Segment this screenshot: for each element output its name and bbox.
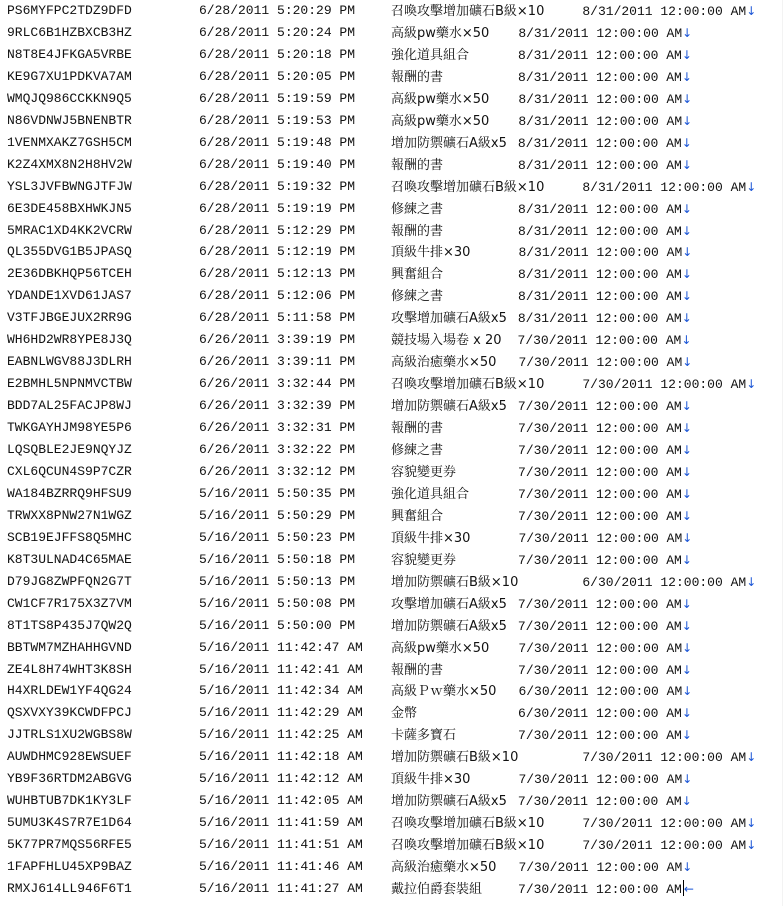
item-name: 頂級牛排×30 [391, 772, 471, 788]
item-cell [391, 154, 692, 177]
serial-code[interactable]: BDD7AL25FACJP8WJ [7, 398, 132, 414]
line-break-arrow-icon: ↓ [682, 684, 693, 699]
item-name: 報酬的書 [391, 223, 444, 239]
created-timestamp: 6/26/2011 3:39:19 PM [199, 332, 356, 348]
item-name: 高級pw藥水×50 [391, 640, 490, 656]
table-row [0, 724, 783, 746]
created-timestamp: 6/26/2011 3:32:12 PM [199, 463, 356, 479]
item-cell [391, 637, 692, 660]
line-break-arrow-icon: ↓ [681, 69, 692, 84]
item-name: 高級Ｐｗ藥水×50 [391, 684, 497, 700]
line-break-arrow-icon: ↓ [681, 267, 692, 282]
expiry-timestamp: 8/31/2011 12:00:00 AM [582, 179, 747, 195]
expiry-timestamp: 8/31/2011 12:00:00 AM [518, 69, 682, 85]
item-cell [391, 505, 692, 528]
item-cell [391, 417, 692, 440]
table-row [0, 615, 783, 637]
serial-code[interactable]: 5K77PR7MQS56RFE5 [7, 837, 132, 853]
expiry-timestamp: 8/31/2011 12:00:00 AM [518, 91, 683, 107]
created-timestamp: 5/16/2011 5:50:08 PM [199, 595, 356, 611]
serial-code[interactable]: 1FAPFHLU45XP9BAZ [7, 859, 132, 875]
expiry-timestamp: 7/30/2011 12:00:00 AM [518, 464, 682, 480]
item-cell [391, 66, 692, 89]
item-name: 增加防禦礦石A級x5 [391, 135, 507, 151]
line-break-arrow-icon: ↓ [681, 47, 692, 62]
item-name: 增加防禦礦石A級x5 [391, 399, 507, 415]
table-row [0, 659, 783, 681]
serial-code[interactable]: ZE4L8H74WHT3K8SH [7, 661, 132, 677]
created-timestamp: 5/16/2011 11:42:34 AM [199, 683, 363, 699]
item-name: 召喚攻擊增加礦石B級×10 [391, 838, 545, 854]
line-break-arrow-icon: ↓ [681, 201, 692, 216]
line-break-arrow-icon: ↓ [681, 706, 692, 721]
expiry-timestamp: 7/30/2011 12:00:00 AM [582, 816, 747, 832]
item-name: 增加防禦礦石B級×10 [391, 750, 519, 766]
item-cell [391, 439, 692, 462]
serial-code[interactable]: RMXJ614LL946F6T1 [7, 881, 132, 896]
created-timestamp: 5/16/2011 11:41:59 AM [199, 815, 363, 831]
item-cell [391, 285, 692, 308]
item-cell [391, 351, 692, 374]
item-name: 增加防禦礦石A級x5 [391, 794, 507, 810]
line-break-arrow-icon: ↓ [682, 860, 693, 875]
expiry-timestamp: 7/30/2011 12:00:00 AM [518, 552, 682, 568]
item-cell [391, 768, 692, 791]
created-timestamp: 5/16/2011 5:50:23 PM [199, 529, 356, 545]
item-name: 修練之書 [391, 289, 444, 305]
created-timestamp: 6/26/2011 3:32:39 PM [199, 398, 356, 414]
item-name: 報酬的書 [391, 69, 444, 85]
item-cell [391, 88, 692, 111]
expiry-timestamp: 8/31/2011 12:00:00 AM [518, 25, 683, 41]
created-timestamp: 6/28/2011 5:12:13 PM [199, 266, 356, 282]
serial-code[interactable]: N8T8E4JFKGA5VRBE [7, 46, 132, 62]
item-name: 高級治癒藥水×50 [391, 860, 497, 876]
serial-code[interactable]: D79JG8ZWPFQN2G7T [7, 573, 132, 589]
expiry-timestamp: 8/31/2011 12:00:00 AM [518, 245, 683, 261]
expiry-timestamp: 8/31/2011 12:00:00 AM [517, 311, 682, 327]
expiry-timestamp: 6/30/2011 12:00:00 AM [518, 706, 682, 722]
line-break-arrow-icon: ↓ [681, 135, 692, 150]
line-break-arrow-icon: ↓ [746, 750, 757, 765]
table-row [0, 329, 783, 351]
item-name: 增加防禦礦石A級x5 [391, 618, 507, 634]
item-name: 容貌變更券 [391, 552, 457, 568]
created-timestamp: 6/28/2011 5:19:40 PM [199, 156, 356, 172]
expiry-timestamp: 6/30/2011 12:00:00 AM [518, 684, 683, 700]
created-timestamp: 5/16/2011 11:42:47 AM [199, 639, 363, 655]
item-cell [391, 746, 756, 769]
item-name: 攻擊增加礦石A級x5 [391, 311, 507, 327]
item-cell [391, 856, 692, 879]
table-row [0, 198, 783, 220]
expiry-timestamp: 7/30/2011 12:00:00 AM [582, 377, 747, 393]
item-cell [391, 702, 692, 725]
item-cell [391, 527, 692, 550]
item-cell [391, 176, 756, 199]
created-timestamp: 6/28/2011 5:20:05 PM [199, 68, 356, 84]
item-name: 頂級牛排×30 [391, 245, 471, 261]
line-break-arrow-icon: ↓ [746, 377, 757, 392]
expiry-timestamp: 7/30/2011 12:00:00 AM [518, 772, 683, 788]
created-timestamp: 5/16/2011 5:50:18 PM [199, 551, 356, 567]
line-break-arrow-icon: ↓ [682, 640, 693, 655]
item-name: 容貌變更券 [391, 464, 457, 480]
item-cell [391, 307, 692, 330]
table-row [0, 373, 783, 395]
serial-code[interactable]: YB9F36RTDM2ABGVG [7, 771, 132, 787]
expiry-timestamp: 7/30/2011 12:00:00 AM [518, 640, 683, 656]
line-break-arrow-icon: ↓ [682, 530, 693, 545]
item-cell [391, 198, 692, 221]
item-cell [391, 110, 692, 133]
created-timestamp: 6/28/2011 5:19:48 PM [199, 134, 356, 150]
line-break-arrow-icon: ↓ [681, 486, 692, 501]
item-name: 金幣 [391, 706, 418, 722]
item-cell [391, 22, 692, 45]
serial-code[interactable]: H4XRLDEW1YF4QG24 [7, 683, 132, 699]
created-timestamp: 6/28/2011 5:19:53 PM [199, 112, 356, 128]
line-break-arrow-icon: ↓ [746, 574, 757, 589]
item-cell [391, 44, 692, 67]
expiry-timestamp: 7/30/2011 12:00:00 AM [518, 421, 682, 437]
line-break-arrow-icon: ↓ [682, 25, 693, 40]
line-break-arrow-icon: ↓ [746, 179, 757, 194]
created-timestamp: 5/16/2011 11:42:41 AM [199, 661, 363, 677]
serial-code[interactable]: 8T1TS8P435J7QW2Q [7, 617, 132, 633]
line-break-arrow-icon: ↓ [681, 289, 692, 304]
expiry-timestamp: 7/30/2011 12:00:00 AM [517, 399, 682, 415]
created-timestamp: 5/16/2011 5:50:35 PM [199, 485, 356, 501]
item-name: 強化道具組合 [391, 486, 470, 502]
line-break-arrow-icon: ↓ [682, 355, 693, 370]
item-cell [391, 373, 756, 396]
table-row [0, 856, 783, 878]
created-timestamp: 5/16/2011 11:42:18 AM [199, 749, 363, 765]
created-timestamp: 6/28/2011 5:20:18 PM [199, 46, 356, 62]
serial-code[interactable]: SCB19EJFFS8Q5MHC [7, 529, 132, 545]
serial-code[interactable]: YDANDE1XVD61JAS7 [7, 288, 132, 304]
item-cell [391, 834, 756, 857]
created-timestamp: 5/16/2011 5:50:13 PM [199, 573, 356, 589]
serial-code[interactable]: CW1CF7R175X3Z7VM [7, 595, 132, 611]
table-row [0, 307, 783, 329]
table-row [0, 44, 783, 66]
table-row [0, 768, 783, 790]
table-row [0, 680, 783, 702]
item-cell [391, 329, 691, 352]
serial-code[interactable]: K8T3ULNAD4C65MAE [7, 551, 132, 567]
table-row [0, 88, 783, 110]
serial-code[interactable]: 5MRAC1XD4KK2VCRW [7, 222, 132, 238]
created-timestamp: 5/16/2011 11:42:29 AM [199, 705, 363, 721]
created-timestamp: 6/28/2011 5:11:58 PM [199, 310, 356, 326]
expiry-timestamp: 7/30/2011 12:00:00 AM [518, 443, 682, 458]
serial-code[interactable]: 9RLC6B1HZBXCB3HZ [7, 24, 132, 40]
table-row [0, 593, 783, 615]
item-name: 強化道具組合 [391, 47, 470, 63]
item-name: 增加防禦礦石B級×10 [391, 574, 519, 590]
expiry-timestamp: 7/30/2011 12:00:00 AM [517, 794, 682, 810]
created-timestamp: 6/26/2011 3:32:44 PM [199, 376, 356, 392]
item-name: 報酬的書 [391, 662, 444, 678]
table-row [0, 220, 783, 242]
item-name: 戴拉伯爵套裝組 [391, 882, 483, 897]
table-row [0, 110, 783, 132]
serial-code[interactable]: QL355DVG1B5JPASQ [7, 244, 132, 260]
table-row [0, 66, 783, 88]
line-break-arrow-icon: ← [683, 882, 694, 896]
item-name: 召喚攻擊增加礦石B級×10 [391, 179, 545, 195]
line-break-arrow-icon: ↓ [681, 552, 692, 567]
serial-code[interactable]: V3TFJBGEJUX2RR9G [7, 310, 132, 326]
table-row [0, 812, 783, 834]
serial-code[interactable]: N86VDNWJ5BNENBTR [7, 112, 132, 128]
item-cell [391, 220, 692, 243]
expiry-timestamp: 8/31/2011 12:00:00 AM [518, 47, 682, 63]
line-break-arrow-icon: ↓ [682, 91, 693, 106]
line-break-arrow-icon: ↓ [681, 662, 692, 677]
created-timestamp: 5/16/2011 11:41:27 AM [199, 881, 363, 896]
serial-code[interactable]: KE9G7XU1PDKVA7AM [7, 68, 132, 84]
serial-code[interactable]: WUHBTUB7DK1KY3LF [7, 793, 132, 809]
table-row [0, 154, 783, 176]
serial-code[interactable]: 1VENMXAKZ7GSH5CM [7, 134, 132, 150]
line-break-arrow-icon: ↓ [681, 333, 692, 348]
created-timestamp: 6/28/2011 5:12:19 PM [199, 244, 356, 260]
expiry-timestamp: 8/31/2011 12:00:00 AM [518, 289, 682, 305]
item-cell [391, 680, 692, 703]
expiry-timestamp: 6/30/2011 12:00:00 AM [582, 574, 747, 590]
line-break-arrow-icon: ↓ [746, 838, 757, 853]
item-cell [391, 878, 694, 901]
item-cell [391, 812, 756, 835]
item-cell [391, 593, 692, 616]
item-name: 高級pw藥水×50 [391, 91, 490, 107]
created-timestamp: 6/28/2011 5:20:29 PM [199, 3, 356, 18]
item-name: 興奮組合 [391, 508, 444, 524]
expiry-timestamp: 7/30/2011 12:00:00 AM [582, 750, 747, 766]
item-name: 競技場入場卷 x 20 [391, 333, 502, 349]
expiry-timestamp: 8/31/2011 12:00:00 AM [517, 135, 682, 151]
line-break-arrow-icon: ↓ [681, 223, 692, 238]
table-row [0, 878, 783, 900]
item-cell [391, 263, 692, 286]
serial-code[interactable]: TWKGAYHJM98YE5P6 [7, 420, 132, 436]
created-timestamp: 6/28/2011 5:19:19 PM [199, 200, 356, 216]
expiry-timestamp: 8/31/2011 12:00:00 AM [518, 267, 682, 283]
expiry-timestamp: 7/30/2011 12:00:00 AM [518, 882, 682, 897]
expiry-timestamp: 8/31/2011 12:00:00 AM [518, 113, 683, 129]
created-timestamp: 5/16/2011 11:41:51 AM [199, 837, 363, 853]
line-break-arrow-icon: ↓ [682, 245, 693, 260]
created-timestamp: 6/26/2011 3:32:22 PM [199, 442, 356, 457]
created-timestamp: 6/26/2011 3:39:11 PM [199, 354, 356, 370]
table-row [0, 285, 783, 307]
line-break-arrow-icon: ↓ [681, 399, 692, 414]
table-row [0, 417, 783, 439]
serial-code[interactable]: PS6MYFPC2TDZ9DFD [7, 3, 132, 18]
item-name: 召喚攻擊增加礦石B級×10 [391, 377, 545, 393]
item-cell [391, 132, 692, 155]
item-cell [391, 395, 692, 418]
serial-code[interactable]: CXL6QCUN4S9P7CZR [7, 463, 132, 479]
serial-code[interactable]: LQSQBLE2JE9NQYJZ [7, 442, 132, 457]
serial-code[interactable]: 5UMU3K4S7R7E1D64 [7, 815, 132, 831]
line-break-arrow-icon: ↓ [681, 508, 692, 523]
item-name: 攻擊增加礦石A級x5 [391, 596, 507, 612]
expiry-timestamp: 8/31/2011 12:00:00 AM [518, 201, 682, 217]
item-cell [391, 571, 756, 594]
table-row [0, 395, 783, 417]
expiry-timestamp: 7/30/2011 12:00:00 AM [518, 355, 683, 371]
expiry-timestamp: 7/30/2011 12:00:00 AM [582, 838, 747, 854]
table-row [0, 461, 783, 483]
serial-code[interactable]: WH6HD2WR8YPE8J3Q [7, 332, 132, 348]
line-break-arrow-icon: ↓ [746, 816, 757, 831]
item-name: 高級pw藥水×50 [391, 113, 490, 129]
expiry-timestamp: 7/30/2011 12:00:00 AM [518, 662, 682, 678]
item-cell [391, 724, 692, 747]
table-row [0, 702, 783, 724]
created-timestamp: 5/16/2011 5:50:29 PM [199, 507, 356, 523]
table-row [0, 439, 783, 461]
table-row [0, 834, 783, 856]
serial-code[interactable]: YSL3JVFBWNGJTFJW [7, 178, 132, 194]
expiry-timestamp: 7/30/2011 12:00:00 AM [517, 596, 682, 612]
item-cell [391, 790, 692, 813]
item-name: 修練之書 [391, 443, 444, 458]
item-cell [391, 615, 692, 638]
line-break-arrow-icon: ↓ [681, 618, 692, 633]
item-name: 報酬的書 [391, 157, 444, 173]
item-name: 召喚攻擊增加礦石B級×10 [391, 816, 545, 832]
serial-code[interactable]: JJTRLS1XU2WGBS8W [7, 727, 132, 743]
created-timestamp: 5/16/2011 11:41:46 AM [199, 859, 363, 875]
created-timestamp: 6/26/2011 3:32:31 PM [199, 420, 356, 436]
serial-code[interactable]: EABNLWGV88J3DLRH [7, 354, 132, 370]
line-break-arrow-icon: ↓ [681, 794, 692, 809]
line-break-arrow-icon: ↓ [682, 772, 693, 787]
expiry-timestamp: 7/30/2011 12:00:00 AM [518, 728, 682, 744]
table-row [0, 505, 783, 527]
table-row [0, 549, 783, 571]
line-break-arrow-icon: ↓ [681, 421, 692, 436]
created-timestamp: 5/16/2011 5:50:00 PM [199, 617, 356, 633]
table-row [0, 132, 783, 154]
serial-code[interactable]: K2Z4XMX8N2H8HV2W [7, 156, 132, 172]
item-name: 召喚攻擊增加礦石B級×10 [391, 4, 545, 19]
item-name: 卡薩多寶石 [391, 728, 457, 744]
serial-code[interactable]: E2BMHL5NPNMVCTBW [7, 376, 132, 392]
item-cell [391, 659, 692, 682]
serial-code[interactable]: WMQJQ986CCKKN9Q5 [7, 90, 132, 106]
item-name: 修練之書 [391, 201, 444, 217]
item-cell [391, 483, 692, 506]
expiry-timestamp: 7/30/2011 12:00:00 AM [518, 530, 683, 546]
table-row [0, 176, 783, 198]
item-name: 頂級牛排×30 [391, 530, 471, 546]
table-row [0, 351, 783, 373]
line-break-arrow-icon: ↓ [681, 311, 692, 326]
table-row [0, 637, 783, 659]
created-timestamp: 6/28/2011 5:19:32 PM [199, 178, 356, 194]
item-name: 興奮組合 [391, 267, 444, 283]
table-row [0, 241, 783, 263]
expiry-timestamp: 7/30/2011 12:00:00 AM [518, 860, 683, 876]
created-timestamp: 6/28/2011 5:20:24 PM [199, 24, 356, 40]
item-cell [391, 549, 692, 572]
item-name: 高級pw藥水×50 [391, 25, 490, 41]
line-break-arrow-icon: ↓ [681, 596, 692, 611]
expiry-timestamp: 8/31/2011 12:00:00 AM [518, 223, 682, 239]
line-break-arrow-icon: ↓ [681, 157, 692, 172]
line-break-arrow-icon: ↓ [746, 4, 757, 18]
line-break-arrow-icon: ↓ [681, 443, 692, 457]
expiry-timestamp: 7/30/2011 12:00:00 AM [518, 486, 682, 502]
serial-code[interactable]: QSXVXY39KCWDFPCJ [7, 705, 132, 721]
serial-code[interactable]: WA184BZRRQ9HFSU9 [7, 485, 132, 501]
table-row [0, 483, 783, 505]
table-row [0, 790, 783, 812]
table-row [0, 527, 783, 549]
created-timestamp: 5/16/2011 11:42:12 AM [199, 771, 363, 787]
serial-code[interactable]: AUWDHMC928EWSUEF [7, 749, 132, 765]
serial-code[interactable]: TRWXX8PNW27N1WGZ [7, 507, 132, 523]
expiry-timestamp: 7/30/2011 12:00:00 AM [518, 508, 682, 524]
table-row [0, 0, 783, 22]
expiry-timestamp: 8/31/2011 12:00:00 AM [518, 157, 682, 173]
item-cell [391, 461, 692, 484]
created-timestamp: 6/28/2011 5:19:59 PM [199, 90, 356, 106]
created-timestamp: 5/16/2011 11:42:05 AM [199, 793, 363, 809]
table-row [0, 263, 783, 285]
table-row [0, 22, 783, 44]
created-timestamp: 6/28/2011 5:12:29 PM [199, 222, 356, 238]
table-row [0, 746, 783, 768]
item-name: 高級治癒藥水×50 [391, 355, 497, 371]
item-cell [391, 0, 756, 23]
line-break-arrow-icon: ↓ [681, 728, 692, 743]
item-name: 報酬的書 [391, 421, 444, 437]
table-row [0, 571, 783, 593]
serial-code[interactable]: 6E3DE458BXHWKJN5 [7, 200, 132, 216]
expiry-timestamp: 8/31/2011 12:00:00 AM [582, 4, 747, 19]
line-break-arrow-icon: ↓ [681, 464, 692, 479]
expiry-timestamp: 7/30/2011 12:00:00 AM [517, 333, 682, 349]
item-cell [391, 241, 692, 264]
serial-code[interactable]: BBTWM7MZHAHHGVND [7, 639, 132, 655]
created-timestamp: 5/16/2011 11:42:25 AM [199, 727, 363, 743]
serial-code[interactable]: 2E36DBKHQP56TCEH [7, 266, 132, 282]
created-timestamp: 6/28/2011 5:12:06 PM [199, 288, 356, 304]
line-break-arrow-icon: ↓ [682, 113, 693, 128]
expiry-timestamp: 7/30/2011 12:00:00 AM [517, 618, 682, 634]
